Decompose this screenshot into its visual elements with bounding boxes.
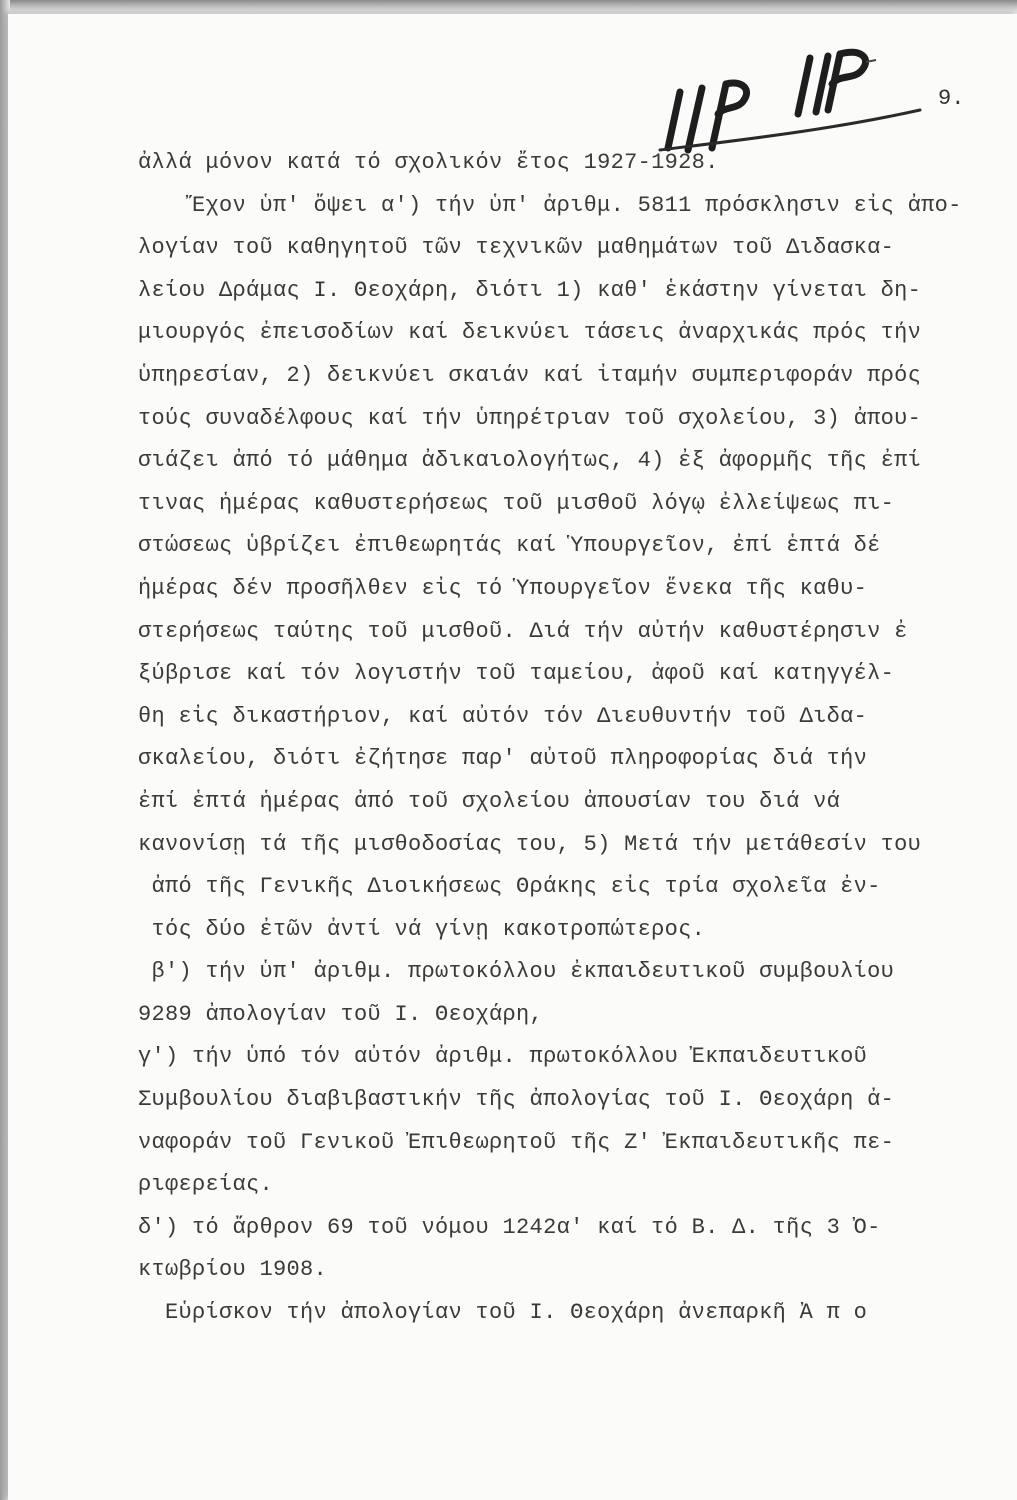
text-line: Συμβουλίου διαβιβαστικήν τῆς ἀπολογίας τοῦ Ι. Θεοχάρη ἀ- (138, 1087, 895, 1113)
text-line: τινας ἡμέρας καθυστερήσεως τοῦ μισθοῦ λόγῳ ἐλλείψεως πι- (138, 490, 895, 516)
text-line: ἡμέρας δέν προσῆλθεν εἰς τό Ὑπουργεῖον ἕνεκα τῆς καθυ- (138, 575, 868, 601)
text-line: σκαλείου, διότι ἐζήτησε παρ' αὐτοῦ πληροφορίας διά τήν (138, 746, 868, 772)
text-line: κανονίσῃ τά τῆς μισθοδοσίας του, 5) Μετά τήν μετάθεσίν του (138, 831, 922, 857)
typewritten-text-body (138, 142, 1017, 1335)
text-line: κτωβρίου 1908. (138, 1257, 328, 1283)
text-line: λογίαν τοῦ καθηγητοῦ τῶν τεχνικῶν μαθημάτων τοῦ Διδασκα- (138, 235, 895, 261)
text-line: Εὑρίσκον τήν ἀπολογίαν τοῦ Ι. Θεοχάρη ἀνεπαρκῆ Ἀ π ο (138, 1300, 868, 1326)
text-line: στώσεως ὑβρίζει ἐπιθεωρητάς καί Ὑπουργεῖον, ἐπί ἑπτά δέ (138, 533, 881, 559)
text-line: γ') τήν ὑπό τόν αὐτόν ἀριθμ. πρωτοκόλλου Ἐκπαιδευτικοῦ (138, 1044, 868, 1070)
text-line: ὑπηρεσίαν, 2) δεικνύει σκαιάν καί ἰταμήν συμπεριφοράν πρός (138, 362, 922, 388)
text-line: τούς συναδέλφους καί τήν ὑπηρέτριαν τοῦ σχολείου, 3) ἀπου- (138, 405, 922, 431)
text-line: σιάζει ἀπό τό μάθημα ἀδικαιολογήτως, 4) ἐξ ἀφορμῆς τῆς ἐπί (138, 448, 922, 474)
text-line: θη εἰς δικαστήριον, καί αὐτόν τόν Διευθυντήν τοῦ Διδα- (138, 703, 868, 729)
text-line: μιουργός ἐπεισοδίων καί δεικνύει τάσεις ἀναρχικάς πρός τήν (138, 320, 922, 346)
text-line: β') τήν ὑπ' ἀριθμ. πρωτοκόλλου ἐκπαιδευτικοῦ συμβουλίου (138, 959, 895, 985)
page-number: 9. (938, 86, 965, 111)
text-line: στερήσεως ταύτης τοῦ μισθοῦ. Διά τήν αὐτήν καθυστέρησιν ἐ (138, 618, 908, 644)
text-line: ἀλλά μόνον κατά τό σχολικόν ἔτος 1927-1928. (138, 150, 719, 175)
text-line: ἀπό τῆς Γενικῆς Διοικήσεως Θράκης εἰς τρία σχολεῖα ἐν- (138, 874, 881, 900)
text-line: τός δύο ἐτῶν ἀντί νά γίνῃ κακοτροπώτερος. (138, 916, 706, 942)
text-line: 9289 ἀπολογίαν τοῦ Ι. Θεοχάρη, (138, 1001, 544, 1027)
text-line: ἐπί ἑπτά ἡμέρας ἀπό τοῦ σχολείου ἀπουσίαν του διά νά (138, 788, 841, 814)
text-line: δ') τό ἄρθρον 69 τοῦ νόμου 1242α' καί τό Β. Δ. τῆς 3 Ὀ- (138, 1214, 881, 1240)
handwritten-note-text: 118 (640, 40, 642, 41)
text-line: λείου Δράμας Ι. Θεοχάρη, διότι 1) καθ' ἑκάστην γίνεται δη- (138, 277, 922, 303)
text-line: ριφερείας. (138, 1172, 274, 1198)
text-line: ξύβρισε καί τόν λογιστήν τοῦ ταμείου, ἀφοῦ καί κατηγγέλ- (138, 661, 895, 687)
text-line: Ἔχον ὑπ' ὄψει α') τήν ὑπ' ἀριθμ. 5811 πρόσκλησιν εἰς ἀπο- (138, 192, 962, 218)
text-line: ναφοράν τοῦ Γενικοῦ Ἐπιθεωρητοῦ τῆς Ζ' Ἐκπαιδευτικῆς πε- (138, 1129, 895, 1155)
